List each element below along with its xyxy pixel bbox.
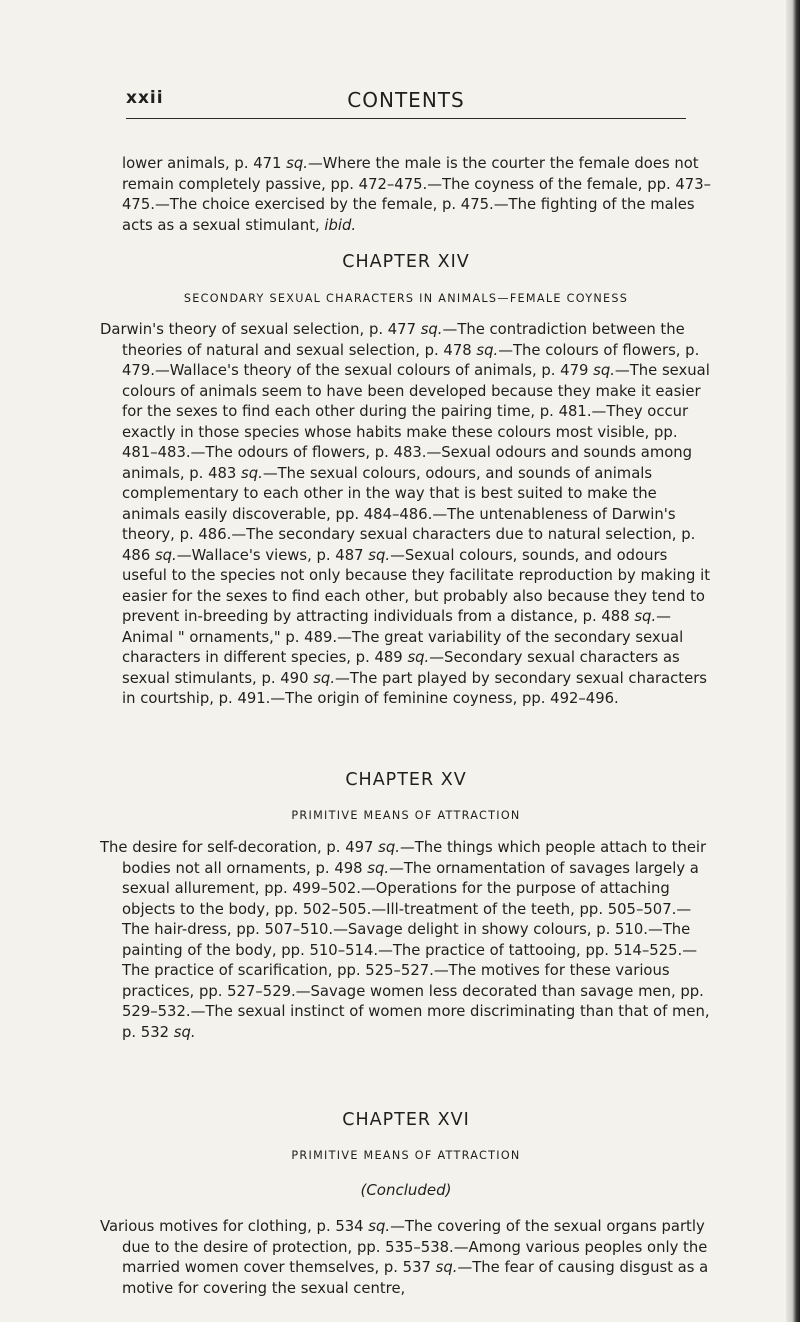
chapter-heading: CHAPTER XIV [342,252,470,272]
page-edge-shadow [786,0,800,1322]
page-header [126,88,686,128]
chapter-heading: CHAPTER XVI [342,1110,470,1130]
chapter-subtitle: PRIMITIVE MEANS OF ATTRACTION [291,809,521,822]
chapter-heading: CHAPTER XV [345,770,467,790]
chapter-summary: The desire for self-decoration, p. 497 sq.—The things which people attach to their bodies not all ornaments, p. 498 sq.—The ornamentation of savages largely a sexual allurement, pp. 499–502.—Operations for the purpose of attaching objects to the body, pp. 502–505.—Ill-treatment of the teeth, pp. 505–507.—The hair-dress, pp. 507–510.—Savage delight in showy colours, p. 510.—The painting of the body, pp. 510–514.—The practice of tattooing, pp. 514–525.—The practice of scarification, pp. 525–527.—The motives for these various practices, pp. 527–529.—Savage women less decorated than savage men, pp. 529–532.—The sexual instinct of women more discriminating than that of men, p. 532 sq. [100,839,710,1041]
continued-summary: lower animals, p. 471 sq.—Where the male is the courter the female does not remain completely passive, pp. 472–475.—The coyness of the female, pp. 473–475.—The choice exercised by the female, p. 475.—The fighting of the males acts as a sexual stimulant, ibid. [122,155,712,234]
chapter-subtitle: SECONDARY SEXUAL CHARACTERS IN ANIMALS—FEMALE COYNESS [183,292,629,305]
running-title: CONTENTS [347,88,465,112]
chapter-summary: Various motives for clothing, p. 534 sq.—The covering of the sexual organs partly due to the desire of protection, pp. 535–538.—Among various peoples only the married women cover themselves, p. 537 sq.—The fear of causing disgust as a motive for covering the sexual centre, [100,1218,709,1297]
chapter-summary: Darwin's theory of sexual selection, p. 477 sq.—The contradiction between the theories of natural and sexual selection, p. 478 sq.—The colours of flowers, p. 479.—Wallace's theory of the sexual colours of animals, p. 479 sq.—The sexual colours of animals seem to have been developed because they make it easier for the sexes to find each other during the pairing time, p. 481.—They occur exactly in those species whose habits make these colours most visible, pp. 481–483.—The odours of flowers, p. 483.—Sexual odours and sounds among animals, p. 483 sq.—The sexual colours, odours, and sounds of animals complementary to each other in the way that is best suited to make the animals easily discoverable, pp. 484–486.—The untenableness of Darwin's theory, p. 486.—The secondary sexual characters due to natural selection, p. 486 sq.—Wallace's views, p. 487 sq.—Sexual colours, sounds, and odours useful to the species not only because they facilitate reproduction by making it easier for the sexes to find each other, but probably also because they tend to prevent in-breeding by attracting individuals from a distance, p. 488 sq.—Animal " ornaments," p. 489.—The great variability of the secondary sexual characters in different species, p. 489 sq.—Secondary sexual characters as sexual stimulants, p. 490 sq.—The part played by secondary sexual characters in courtship, p. 491.—The origin of feminine coyness, pp. 492–496. [100,321,711,707]
header-rule [126,118,686,119]
chapter-subtitle: PRIMITIVE MEANS OF ATTRACTION [291,1149,521,1162]
page-number: xxii [126,88,164,108]
chapter-note: (Concluded) [360,1181,452,1199]
